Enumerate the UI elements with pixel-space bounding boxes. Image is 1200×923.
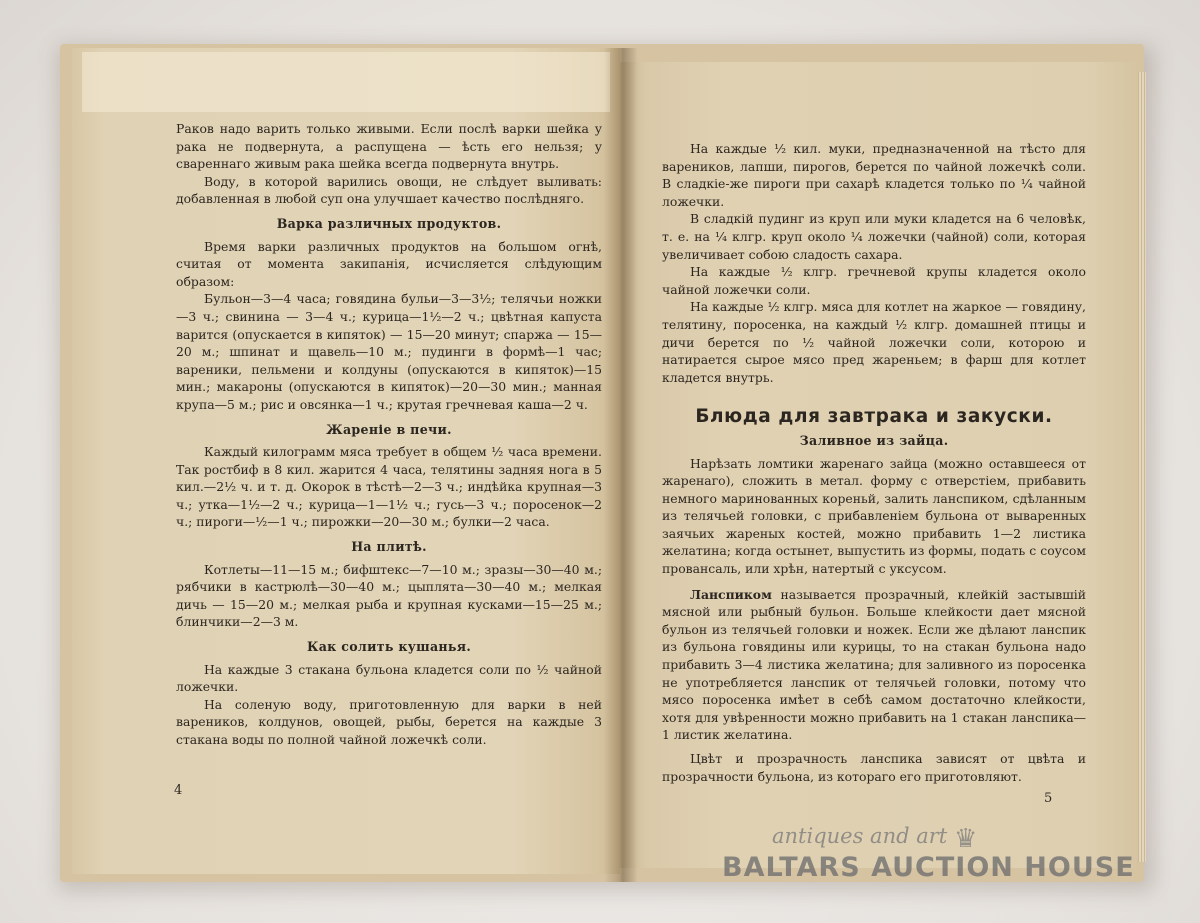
paragraph-lanspik — [662, 586, 1086, 744]
section-title: Варка различных продуктов. — [276, 215, 502, 231]
paragraph: Каждый килограмм мяса требует в общем ½ часа времени. Так ростбиф в 8 кил. жарится 4 часа, телятины задняя нога в 5 кил.—2½ ч. и т. д. Окорок в тѣстѣ—2—3 ч.; индѣйка крупная—3 ч.; утка—1½—2 ч.; курица—1—1½ ч.; гусь—3 ч.; поросенок—2 ч.; пироги—½—1 ч.; пирожки—20—30 м.; булки—2 часа. — [176, 444, 602, 530]
watermark-brand: BALTARS AUCTION HOUSE — [722, 852, 1135, 883]
paragraph: Цвѣт и прозрачность ланспика зависят от цвѣта и прозрачности бульона, из котораго его приготовляют. — [662, 751, 1086, 784]
left-page — [72, 48, 620, 874]
paragraph: Воду, в которой варились овощи, не слѣдует выливать: добавленная в любой суп она улучшает качество послѣдняго. — [176, 173, 602, 207]
term-lanspik: Ланспиком — [690, 586, 772, 602]
watermark — [722, 824, 1135, 890]
paragraph: В сладкій пудинг из круп или муки кладется на 6 человѣк, т. е. на ¼ клгр. круп около ¼ ложечки (чайной) соли, которая увеличивает собою сладость сахара. — [662, 211, 1086, 262]
paragraph: Время варки различных продуктов на большом огнѣ, считая от момента закипанія, исчисляется слѣдующим образом: — [176, 238, 602, 289]
left-page-text — [176, 120, 602, 749]
watermark-tagline: antiques and art — [772, 824, 948, 848]
right-page — [620, 62, 1140, 868]
paragraph: Котлеты—11—15 м.; бифштекс—7—10 м.; зразы—30—40 м.; рябчики в кастрюлѣ—30—40 м.; цыплята—30—40 м.; мелкая дичь — 15—20 м.; мелкая рыба и крупная кусками—15—25 м.; блинчики—2—3 м. — [176, 561, 602, 630]
right-page-text — [662, 140, 1086, 785]
paragraph: Раков надо варить только живыми. Если послѣ варки шейка у рака не подвернута, а распущена — ѣсть его нельзя; у свареннаго живым рака шейка всегда подвернута внутрь. — [176, 121, 602, 172]
section-title: Жареніе в печи. — [326, 421, 452, 437]
paragraph: На каждые ½ клгр. мяса для котлет на жаркое — говядину, телятину, поросенка, на каждый ½ клгр. домашней птицы и дичи берется по ½ чайной ложечки соли, которою и натирается сырое мясо пред жареньем; в фарш для котлет кладется внутрь. — [662, 299, 1086, 385]
paragraph: Бульон—3—4 часа; говядина бульи—3—3½; телячьи ножки—3 ч.; свинина — 3—4 ч.; курица—1½—2 ч.; цвѣтная капуста варится (опускается в кипяток) — 15—20 минут; спаржа — 15—20 м.; шпинат и щавель—10 м.; пудинги в формѣ—1 час; вареники, пельмени и колдуны (опускаются в кипяток)—15 мин.; макароны (опускаются в кипяток)—20—30 мин.; манная крупа—5 м.; рис и овсянка—1 ч.; крутая гречневая каша—2 ч. — [176, 291, 602, 412]
paragraph: На соленую воду, приготовленную для варки в ней вареников, колдунов, овощей, рыбы, берется на каждые 3 стакана воды по полной чайной ложечкѣ соли. — [176, 696, 602, 747]
paragraph: Нарѣзать ломтики жаренаго зайца (можно оставшееся от жаренаго), сложить в метал. форму с отверстіем, прибавить немного маринованных кореньй, залить ланспиком, сдѣланным из телячьей головки, с прибавленіем бульона от вываренных заячьих жареных костей, можно прибавить 1—2 листика желатина; когда остынет, выпустить из формы, подать с соусом провансаль, или хрѣн, натертый с уксусом. — [662, 455, 1086, 577]
chapter-title: Блюда для завтрака и закуски. — [695, 406, 1053, 428]
page-number: 4 — [174, 783, 183, 798]
section-title: Как солить кушанья. — [306, 639, 472, 655]
paper-tone-strip — [82, 52, 610, 112]
page-number: 5 — [1044, 791, 1053, 806]
paragraph: На каждые 3 стакана бульона кладется соли по ½ чайной ложечки. — [176, 661, 602, 695]
definition-text: называется прозрачный, клейкій застывшій мясной или рыбный бульон. Больше клейкости дает мясной бульон из телячьей головки и ножек. Если же дѣлают ланспик из бульона говядины или курицы, то на стакан бульона надо прибавить 3—4 листика желатина; для заливного из поросенка не употребляется ланспик от телячьей головки, потому что мясо поросенка имѣет в себѣ самом достаточно клейкости, хотя для увѣренности можно прибавить на 1 стакан ланспика—1 листик желатина. — [662, 586, 1086, 743]
crown-icon: ♛ — [954, 824, 978, 854]
paragraph: На каждые ½ клгр. гречневой крупы кладется около чайной ложечки соли. — [662, 264, 1086, 297]
section-title: На плитѣ. — [351, 539, 427, 555]
section-title: Заливное из зайца. — [799, 432, 949, 448]
paragraph: На каждые ½ кил. муки, предназначенной на тѣсто для вареников, лапши, пирогов, берется по чайной ложечкѣ соли. В сладкіе-же пироги при сахарѣ кладется только по ¼ чайной ложечки. — [662, 141, 1086, 209]
book-gutter — [604, 48, 638, 882]
page-edges — [1138, 72, 1146, 862]
